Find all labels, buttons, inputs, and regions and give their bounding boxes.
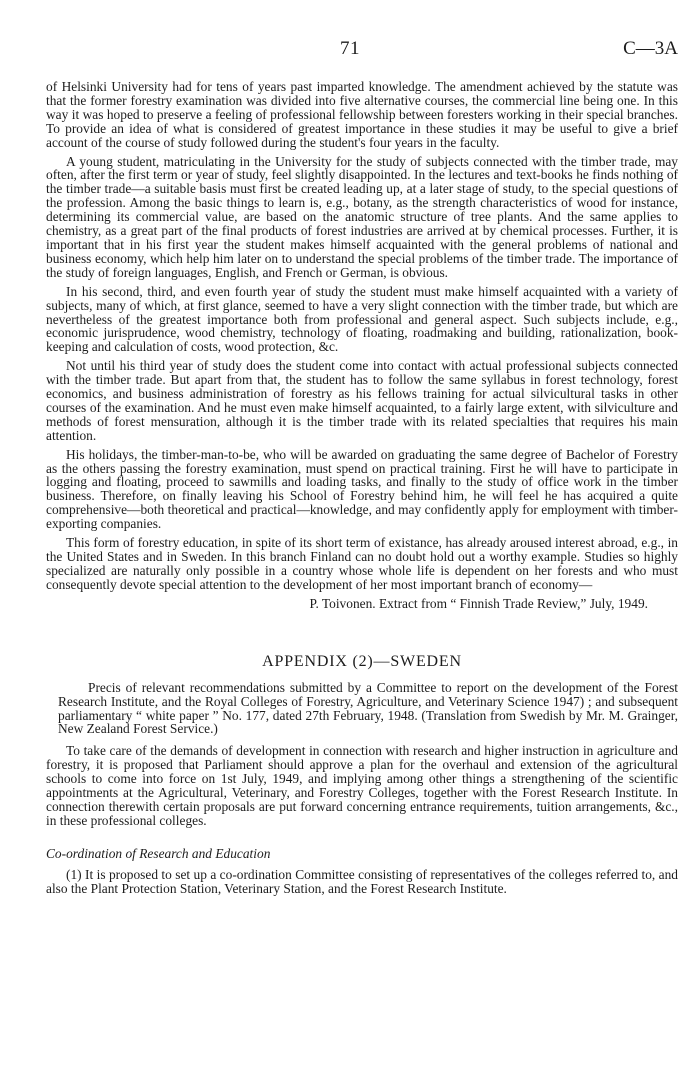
page-code: C—3A [623,38,678,59]
section-paragraph-1: (1) It is proposed to set up a co-ordination Committee consisting of representatives of the colleges referred to, and also the Plant Protection Station, Veterinary Station, and the Forest Research Institute. [46,866,678,896]
appendix-title: APPENDIX (2)—SWEDEN [262,652,462,670]
appendix-precis: Precis of relevant recommendations submitted by a Committee to report on the development of the Forest Research Institute, and the Royal Colleges of Forestry, Agriculture, and Veterinary Science 1947) ; and subsequent parliamentary “ white paper ” No. 177, dated 27th February, 1948. (Translation from Swedish by Mr. M. Grainger, New Zealand Forest Service.) [58,679,678,737]
appendix-paragraph-1: To take care of the demands of development in connection with research and higher instruction in agriculture and forestry, it is proposed that Parliament should approve a plan for the overhaul and extension of the agricultural schools to come into force on 1st July, 1949, and implying among other things a strengthening of the scientific appointments at the Agricultural, Veterinary, and Forestry Colleges, together with the Forest Research Institute. In connection therewith certain proposals are put forward concerning entrance requirements, tuition arrangements, &c., in these professional colleges. [46,743,678,828]
body-paragraph-3: In his second, third, and even fourth year of study the student must make himself acquainted with a variety of subjects, many of which, at first glance, seemed to have a very slight connection with the timber trade, but which are nevertheless of the greatest importance both from professional and general aspect. Such subjects include, e.g., economic jurisprudence, wood chemistry, technology of floating, roadmaking and building, rationalization, book-keeping and calculation of costs, wood protection, &c. [46,283,678,355]
body-paragraph-5: His holidays, the timber-man-to-be, who will be awarded on graduating the same degree of Bachelor of Forestry as the others passing the forestry examination, must spend on practical training. First he will have to participate in logging and floating, proceed to sawmills and loading tasks, and finally to the study of office work in the timber business. Therefore, on finally leaving his School of Forestry behind him, he will feel he has acquired a quite comprehensive—both theoretical and practical—knowledge, and may confidently apply for employment with timber-exporting companies. [46,446,678,532]
body-paragraph-4: Not until his third year of study does the student come into contact with actual professional subjects connected with the timber trade. But apart from that, the student has to follow the same syllabus in forest technology, forest economics, and business administration of forestry as his fellows training for actual silvicultural tasks in other courses of the examination. And he must even make himself acquainted, to a fairly large extent, with silviculture and methods of forest mensuration, although it is the timber trade with its related specialties that requires his main attention. [46,358,678,443]
article-signature: P. Toivonen. Extract from “ Finnish Trade Review,” July, 1949. [309,595,648,611]
main-content [46,80,678,901]
section-heading: Co-ordination of Research and Education [46,845,271,861]
body-paragraph-2: A young student, matriculating in the University for the study of subjects connected with the timber trade, may often, after the first term or year of study, feel slightly disappointed. In the lectures and text-books he finds nothing of the timber trade—a suitable basis must first be created leading up, at a later stage of study, to the special questions of the profession. Among the basic things to learn is, e.g., botany, as the strength characteristics of wood for instance, determining its commercial value, are based on the anatomic structure of tree plants. And the same applies to chemistry, as a great part of the final products of forest industries are arrived at by chemical processes. Further, it is important that in his first year the student makes himself acquainted with the general problems of national and business economy, which help him later on to understand the special problems of the timber trade. The importance of the study of foreign languages, English, and French or German, is obvious. [46,153,678,280]
body-paragraph-1: of Helsinki University had for tens of years past imparted knowledge. The amendment achieved by the statute was that the former forestry examination was divided into five alternative courses, the commercial line being one. In this way it was hoped to preserve a feeling of professional fellowship between foresters working in their special branches. To provide an idea of what is considered of greatest importance in these studies it may be useful to give a brief account of the course of study followed during the student's four years in the faculty. [46,79,678,150]
page-number: 71 [340,38,360,59]
body-paragraph-6: This form of forestry education, in spite of its short term of existance, has already aroused interest abroad, e.g., in the United States and in Sweden. In this branch Finland can no doubt hold out a worthy example. Studies so highly specialized are naturally only possible in a country whose whole life is dependent on her forests and who must consequently devote special attention to the development of her most important branch of economy— [46,535,678,592]
